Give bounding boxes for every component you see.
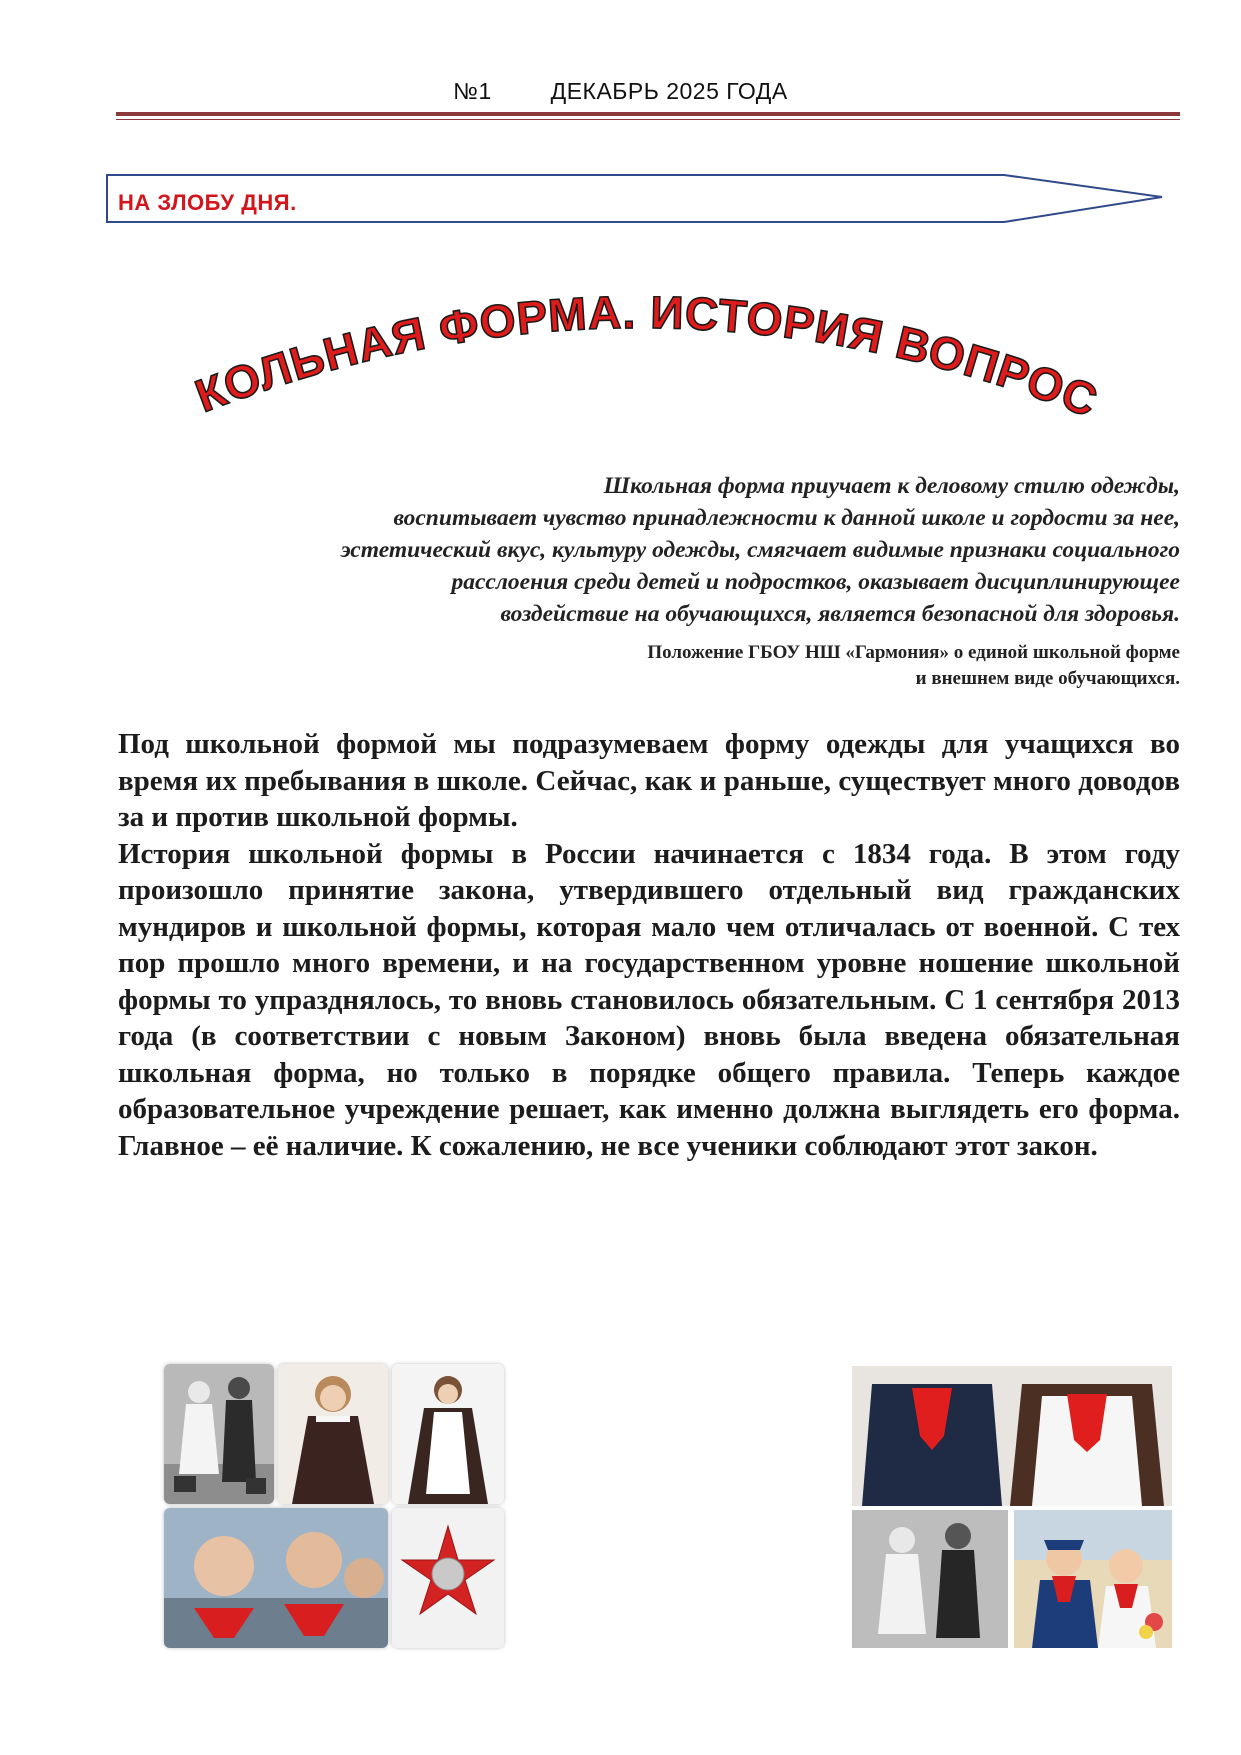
photo-collage-left	[164, 1364, 504, 1648]
header-rule-thin	[116, 119, 1180, 120]
issue-number: №1	[453, 78, 492, 104]
epigraph	[110, 470, 1180, 630]
photo-vintage-children	[852, 1510, 1008, 1648]
section-banner	[106, 174, 1180, 230]
article-paragraph: Под школьной формой мы подразумеваем форму одежды для учащихся во время их пребывания в школе. Сейчас, как и раньше, существует много доводов за и против школьной формы.	[118, 728, 1180, 833]
pioneer-star-badge	[392, 1508, 504, 1648]
photo-pioneers-smiling	[164, 1508, 388, 1648]
section-label: НА ЗЛОБУ ДНЯ.	[118, 190, 297, 215]
photo-collage-right	[852, 1366, 1172, 1648]
article-body	[118, 726, 1180, 1164]
epigraph-line: Школьная форма приучает к деловому стилю одежды,	[603, 473, 1180, 499]
article-title	[160, 296, 1120, 426]
article-paragraph: История школьной формы в России начинается с 1834 года. В этом году произошло принятие закона, утвердившего отдельный вид гражданских мундиров и школьной формы, которая мало чем отличалась от военной. С тех пор прошло много времени, и на государственном уровне ношение школьной формы то упразднялось, то вновь становилось обязательным. С 1 сентября 2013 года (в соответствии с новым Законом) вновь была введена обязательная школьная форма, но только в порядке общего правила. Теперь каждое образовательное учреждение решает, как именно должна выглядеть его форма. Главное – её наличие. К сожалению, не все ученики соблюдают этот закон.	[118, 837, 1180, 1162]
epigraph-line: эстетический вкус, культуру одежды, смягчает видимые признаки социального	[340, 537, 1180, 563]
photo-uniform-display	[852, 1366, 1172, 1506]
issue-date: ДЕКАБРЬ 2025 ГОДА	[550, 78, 788, 104]
photo-vintage-pupils	[164, 1364, 274, 1504]
epigraph-line: расслоения среди детей и подростков, оказывает дисциплинирующее	[451, 569, 1180, 595]
article-title-text: КОЛЬНАЯ ФОРМА. ИСТОРИЯ ВОПРОС	[188, 296, 1104, 426]
poster-pioneers-illustration	[1014, 1510, 1172, 1648]
epigraph-line: воспитывает чувство принадлежности к данной школе и гордости за нее,	[393, 505, 1180, 531]
issue-header	[0, 78, 1241, 105]
header-rule	[116, 112, 1180, 116]
source-line: Положение ГБОУ НШ «Гармония» о единой школьной форме	[647, 642, 1180, 663]
epigraph-line: воздействие на обучающихся, является безопасной для здоровья.	[500, 601, 1180, 627]
epigraph-source	[110, 640, 1180, 692]
photo-girl-brown-dress	[278, 1364, 388, 1504]
source-line: и внешнем виде обучающихся.	[915, 668, 1180, 689]
photo-girl-white-apron	[392, 1364, 504, 1504]
